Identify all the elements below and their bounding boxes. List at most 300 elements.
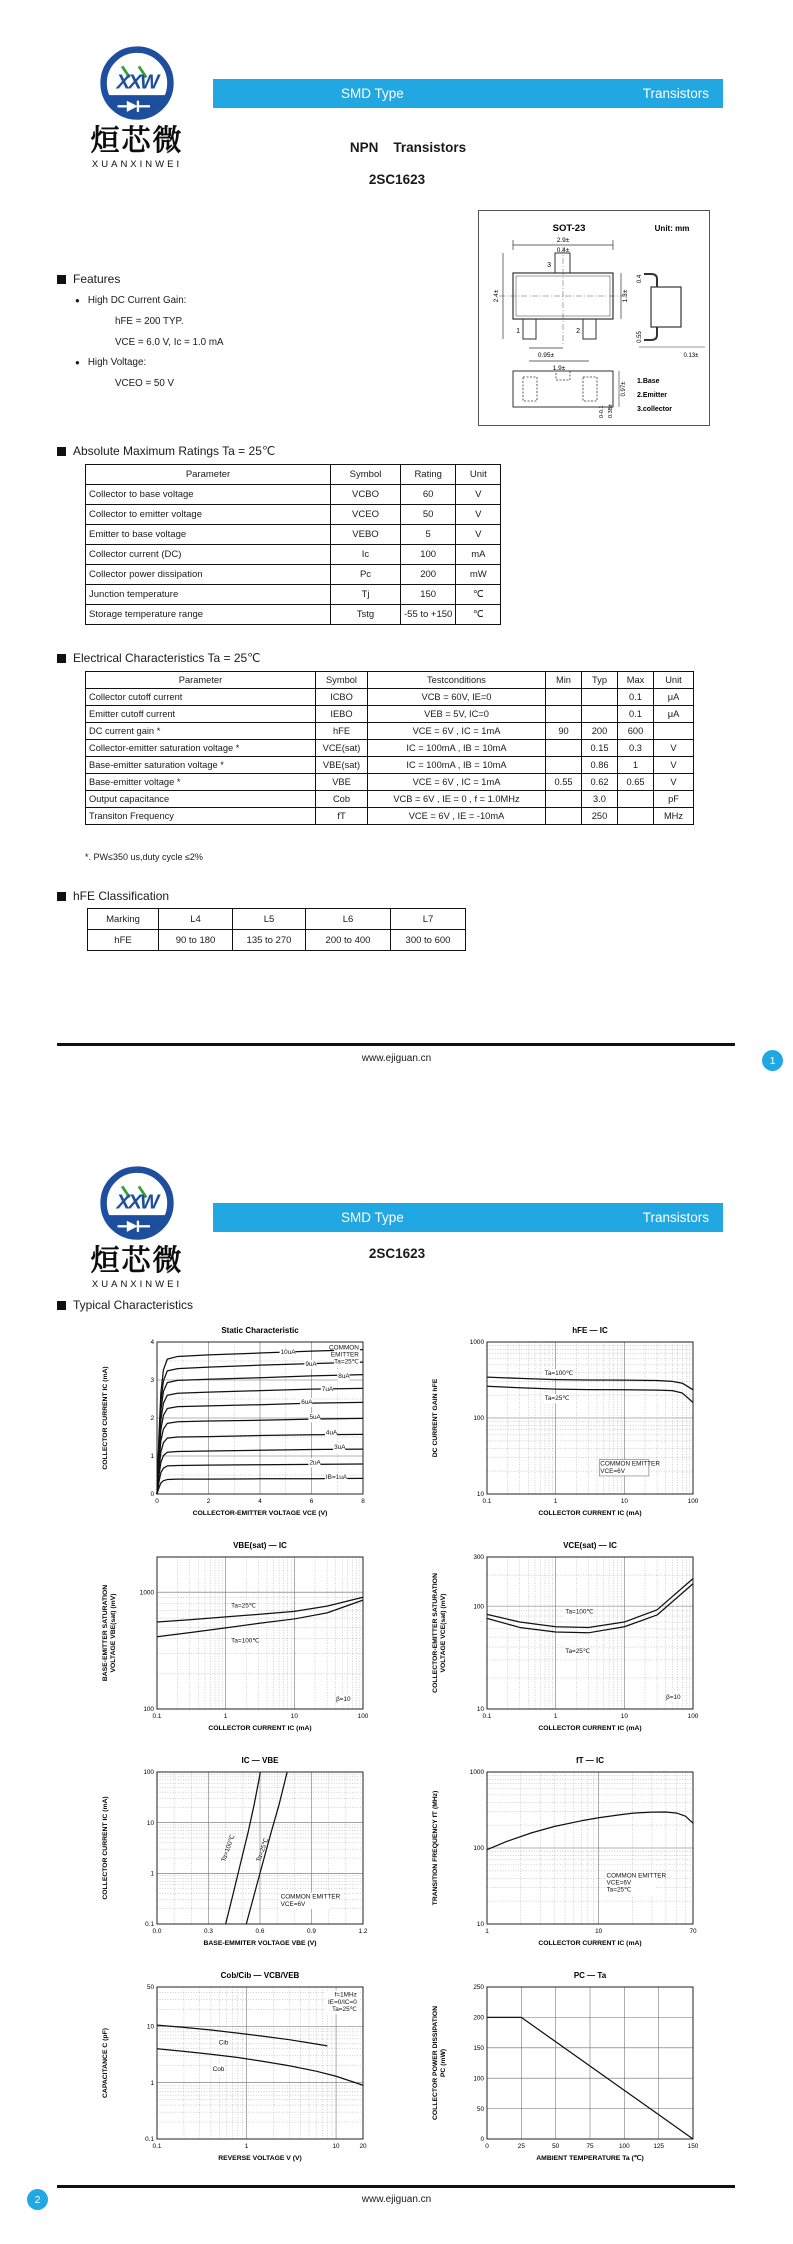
- svg-text:TRANSITION FREQUENCY fT (M: TRANSITION FREQUENCY fT (MHz): [432, 1790, 439, 1906]
- table-cell: VCE = 6V , IC = 1mA: [368, 723, 546, 740]
- table-cell: Transiton Frequency: [86, 808, 316, 825]
- table-cell: Min: [546, 672, 582, 689]
- package-drawing: [478, 210, 710, 431]
- svg-text:VCE(sat) — IC: VCE(sat) — IC: [563, 1541, 617, 1550]
- svg-text:0: 0: [480, 2136, 484, 2144]
- svg-text:Static Characteristic: Static Characteristic: [221, 1326, 299, 1335]
- svg-text:CAPACITANCE C (pF): CAPACITANCE C (pF): [102, 2028, 109, 2098]
- table-cell: 50: [401, 505, 456, 525]
- table-cell: 200: [401, 565, 456, 585]
- table-cell: VEB = 5V, IC=0: [368, 706, 546, 723]
- svg-text:0.55: 0.55: [637, 331, 643, 343]
- svg-text:1: 1: [223, 1713, 228, 1720]
- chart-ft-vs-ic: [425, 1750, 755, 1965]
- pin-legend-base: 1.Base: [637, 378, 660, 385]
- svg-text:1: 1: [553, 1498, 558, 1505]
- table-cell: Testconditions: [368, 672, 546, 689]
- table-cell: 0.1: [618, 706, 654, 723]
- svg-text:fT — IC: fT — IC: [576, 1756, 604, 1765]
- table-cell: Parameter: [86, 672, 316, 689]
- svg-text:10: 10: [595, 1928, 603, 1935]
- svg-text:125: 125: [653, 2143, 665, 2150]
- elec-footnote: *. PW≤350 us,duty cycle ≤2%: [85, 852, 203, 862]
- table-cell: 300 to 600: [391, 930, 466, 951]
- svg-text:BASE-EMMITER VOLTAGE VBE (: BASE-EMMITER VOLTAGE VBE (V): [203, 1940, 317, 1947]
- table-cell: L6: [306, 909, 391, 930]
- table-cell: Rating: [401, 465, 456, 485]
- svg-text:6: 6: [309, 1498, 314, 1505]
- svg-text:0.1: 0.1: [152, 2143, 162, 2150]
- typical-characteristics-label: Typical Characteristics: [73, 1298, 194, 1312]
- package-name: SOT-23: [552, 223, 586, 234]
- abs_table: [85, 464, 501, 625]
- svg-text:COLLECTOR CURRENT IC (mA): COLLECTOR CURRENT IC (mA): [538, 1510, 642, 1517]
- svg-text:COLLECTOR CURRENT IC (mA): COLLECTOR CURRENT IC (mA): [208, 1725, 312, 1732]
- table-cell: Output capacitance: [86, 791, 316, 808]
- feature-detail: VCE = 6.0 V, Ic = 1.0 mA: [115, 337, 224, 348]
- page-number-badge: 2: [27, 2189, 48, 2210]
- svg-text:10uA: 10uA: [280, 1348, 296, 1356]
- svg-text:0.0: 0.0: [152, 1928, 162, 1935]
- svg-text:IC — VBE: IC — VBE: [241, 1756, 279, 1765]
- table-cell: 200: [582, 723, 618, 740]
- header-bar-right: Transistors: [642, 86, 709, 101]
- chart-static-characteristic: [95, 1320, 425, 1535]
- svg-text:10: 10: [476, 1921, 484, 1929]
- table-cell: 90 to 180: [159, 930, 233, 951]
- svg-text:IB=1uA: IB=1uA: [325, 1473, 348, 1481]
- elec_table: [85, 671, 694, 825]
- svg-text:1: 1: [485, 1928, 489, 1935]
- table-cell: -55 to +150: [401, 605, 456, 625]
- table-cell: V: [654, 774, 694, 791]
- svg-text:100: 100: [473, 1845, 484, 1853]
- svg-text:REVERSE VOLTAGE V (V): REVERSE VOLTAGE V (V): [218, 2155, 302, 2162]
- svg-text:50: 50: [552, 2143, 560, 2150]
- svg-text:Ta=25℃: Ta=25℃: [255, 1837, 271, 1863]
- table-cell: VBE(sat): [316, 757, 368, 774]
- chart-vce-sat-vs-ic: [425, 1535, 755, 1750]
- svg-text:1.3±: 1.3±: [622, 289, 629, 303]
- svg-text:VBE(sat) — IC: VBE(sat) — IC: [233, 1541, 287, 1550]
- table-cell: VCEO: [331, 505, 401, 525]
- svg-text:Ta=100℃: Ta=100℃: [544, 1370, 574, 1378]
- svg-text:100: 100: [473, 1415, 484, 1423]
- svg-text:0.3: 0.3: [204, 1928, 213, 1935]
- svg-text:PC — Ta: PC — Ta: [573, 1971, 607, 1980]
- table-cell: VBE: [316, 774, 368, 791]
- svg-text:4: 4: [150, 1339, 154, 1347]
- footer-url: www.ejiguan.cn: [361, 1053, 432, 1064]
- table-cell: IEBO: [316, 706, 368, 723]
- feature-label: ● High DC Current Gain:: [87, 295, 187, 306]
- feature-item: [75, 357, 417, 368]
- svg-text:100: 100: [473, 2075, 484, 2083]
- table-cell: [546, 740, 582, 757]
- svg-text:10: 10: [620, 1713, 628, 1720]
- svg-text:COLLECTOR-EMITTER SATURATION: COLLECTOR-EMITTER SATURATION: [432, 1573, 439, 1693]
- svg-text:20: 20: [359, 2143, 367, 2150]
- chart-cob-cib-vs-voltage: [95, 1965, 425, 2180]
- package-drawing-svg: [478, 210, 710, 426]
- svg-text:COLLECTOR CURRENT IC (mA): COLLECTOR CURRENT IC (mA): [102, 1366, 109, 1470]
- svg-text:COMMON EMITTERVCE=6VTa=25℃: COMMON EMITTER VCE=6V Ta=25℃: [606, 1872, 667, 1894]
- svg-text:COMMON EMITTERVCE=6V: COMMON EMITTER VCE=6V: [600, 1460, 660, 1475]
- svg-text:0.95±: 0.95±: [537, 352, 555, 359]
- svg-text:3: 3: [547, 262, 551, 269]
- svg-text:10: 10: [146, 2023, 154, 2031]
- table-cell: V: [456, 525, 501, 545]
- package-unit: Unit: mm: [654, 224, 690, 233]
- svg-text:Cob: Cob: [212, 2066, 225, 2074]
- svg-text:0: 0: [485, 2143, 489, 2150]
- table-cell: VCB = 60V, IE=0: [368, 689, 546, 706]
- table-cell: 150: [401, 585, 456, 605]
- table-cell: Emitter to base voltage: [86, 525, 331, 545]
- table-cell: [582, 706, 618, 723]
- features-heading-label: Features: [73, 272, 121, 286]
- table-cell: 0.55: [546, 774, 582, 791]
- svg-text:Ta=25℃: Ta=25℃: [544, 1395, 570, 1403]
- svg-text:250: 250: [473, 1984, 484, 1992]
- pin-legend-collector: 3.collector: [637, 406, 673, 413]
- svg-text:9uA: 9uA: [305, 1361, 317, 1368]
- table-cell: 90: [546, 723, 582, 740]
- table-cell: [546, 791, 582, 808]
- brand-name-cn: 烜芯微: [90, 125, 184, 157]
- table-cell: VEBO: [331, 525, 401, 545]
- table-cell: IC = 100mA , IB = 10mA: [368, 740, 546, 757]
- svg-text:10: 10: [332, 2143, 340, 2150]
- table-cell: Symbol: [316, 672, 368, 689]
- svg-text:f=1MHzIE=0/IC=0Ta=25℃: f=1MHz IE=0/IC=0 Ta=25℃: [328, 1991, 357, 2013]
- table-cell: hFE: [316, 723, 368, 740]
- part-number: 2SC1623: [368, 172, 426, 187]
- table-cell: [546, 689, 582, 706]
- table-cell: 0.1: [618, 689, 654, 706]
- svg-text:8uA: 8uA: [338, 1373, 350, 1381]
- svg-text:1.2: 1.2: [358, 1928, 368, 1935]
- table-cell: Cob: [316, 791, 368, 808]
- table-cell: Ic: [331, 545, 401, 565]
- svg-text:0.4±: 0.4±: [556, 247, 570, 254]
- table-cell: mA: [456, 545, 501, 565]
- table-cell: VCBO: [331, 485, 401, 505]
- svg-text:1000: 1000: [139, 1589, 154, 1597]
- svg-text:0.1: 0.1: [152, 1713, 162, 1720]
- svg-text:PC (mW): PC (mW): [440, 2048, 447, 2078]
- part-number: 2SC1623: [368, 1246, 426, 1261]
- svg-text:1: 1: [516, 328, 520, 335]
- table-cell: DC current gain *: [86, 723, 316, 740]
- brand-logo-icon: [98, 42, 176, 126]
- svg-text:2.4±: 2.4±: [493, 289, 500, 303]
- table-cell: Emitter cutoff current: [86, 706, 316, 723]
- page-title: NPN Transistors: [349, 140, 467, 155]
- svg-text:0.38±: 0.38±: [608, 404, 614, 418]
- svg-text:300: 300: [473, 1554, 484, 1562]
- svg-text:100: 100: [143, 1769, 154, 1777]
- feature-detail: hFE = 200 TYP.: [115, 316, 184, 327]
- svg-text:0.4: 0.4: [637, 274, 643, 284]
- table-cell: [582, 689, 618, 706]
- table-cell: 3.0: [582, 791, 618, 808]
- table-cell: VCB = 6V , IE = 0 , f = 1.0MHz: [368, 791, 546, 808]
- brand-logo: [75, 42, 199, 170]
- footer-rule: [57, 2185, 735, 2188]
- table-cell: VCE = 6V , IE = -10mA: [368, 808, 546, 825]
- brand-name-en: XUANXINWEI: [91, 158, 183, 170]
- table-cell: Base-emitter voltage *: [86, 774, 316, 791]
- table-cell: Collector current (DC): [86, 545, 331, 565]
- svg-text:1000: 1000: [469, 1339, 484, 1347]
- chart-pc-vs-ta: [425, 1965, 755, 2180]
- logo-monogram: XXW: [116, 71, 158, 94]
- svg-text:Cob/Cib — VCB/VEB: Cob/Cib — VCB/VEB: [220, 1971, 300, 1980]
- feature-item: [75, 295, 417, 306]
- svg-text:Ta=100℃: Ta=100℃: [565, 1608, 594, 1616]
- table-cell: 0.86: [582, 757, 618, 774]
- header-bar: [213, 1203, 723, 1232]
- table-cell: VCE = 6V , IC = 1mA: [368, 774, 546, 791]
- svg-text:100: 100: [357, 1713, 369, 1720]
- table-cell: mW: [456, 565, 501, 585]
- table-cell: [546, 757, 582, 774]
- table-cell: Collector power dissipation: [86, 565, 331, 585]
- typical-characteristics-heading: [57, 1298, 193, 1312]
- hfe-table: [87, 908, 466, 951]
- brand-logo-icon: [98, 1162, 176, 1246]
- svg-text:75: 75: [586, 2143, 594, 2150]
- header-bar-left: SMD Type: [341, 1210, 404, 1225]
- svg-text:70: 70: [689, 1928, 697, 1935]
- svg-text:6uA: 6uA: [301, 1399, 313, 1406]
- svg-text:COLLECTOR CURRENT IC (mA): COLLECTOR CURRENT IC (mA): [538, 1940, 642, 1947]
- svg-text:1: 1: [150, 1453, 154, 1461]
- table-cell: μA: [654, 689, 694, 706]
- svg-text:200: 200: [473, 2014, 484, 2022]
- svg-text:150: 150: [687, 2143, 699, 2150]
- table-cell: Collector to emitter voltage: [86, 505, 331, 525]
- svg-text:3: 3: [150, 1377, 154, 1385]
- svg-text:10: 10: [476, 1491, 484, 1499]
- table-cell: Unit: [654, 672, 694, 689]
- svg-text:0.13±: 0.13±: [683, 353, 699, 359]
- elec-table: [85, 671, 694, 825]
- table-cell: 0.15: [582, 740, 618, 757]
- table-cell: Collector-emitter saturation voltage *: [86, 740, 316, 757]
- table-cell: [546, 808, 582, 825]
- table-cell: Parameter: [86, 465, 331, 485]
- svg-text:0: 0: [150, 1491, 154, 1499]
- svg-text:hFE — IC: hFE — IC: [572, 1326, 608, 1335]
- chart-hfe-vs-ic: [425, 1320, 755, 1535]
- table-cell: 1: [618, 757, 654, 774]
- table-cell: 5: [401, 525, 456, 545]
- svg-text:50: 50: [146, 1984, 154, 1992]
- brand-logo: [75, 1162, 199, 1290]
- svg-text:2: 2: [150, 1415, 154, 1423]
- svg-text:7uA: 7uA: [321, 1386, 334, 1394]
- table-cell: pF: [654, 791, 694, 808]
- table-cell: ℃: [456, 605, 501, 625]
- svg-text:0.9: 0.9: [307, 1928, 316, 1935]
- svg-text:100: 100: [687, 1498, 699, 1505]
- svg-text:100: 100: [618, 2143, 630, 2150]
- svg-text:100: 100: [143, 1706, 154, 1714]
- brand-name-cn: 烜芯微: [90, 1245, 184, 1277]
- svg-text:10: 10: [620, 1498, 628, 1505]
- svg-text:1: 1: [244, 2143, 249, 2150]
- table-cell: L7: [391, 909, 466, 930]
- svg-text:DC CURRENT GAIN hFE: DC CURRENT GAIN hFE: [432, 1378, 439, 1458]
- svg-text:0.6: 0.6: [255, 1928, 265, 1935]
- svg-text:COLLECTOR CURRENT IC (mA): COLLECTOR CURRENT IC (mA): [102, 1796, 109, 1900]
- svg-text:1: 1: [150, 1870, 154, 1878]
- elec-heading-label: Electrical Characteristics Ta = 25℃: [73, 651, 261, 665]
- svg-text:100: 100: [687, 1713, 699, 1720]
- table-cell: L5: [233, 909, 306, 930]
- table-cell: 60: [401, 485, 456, 505]
- table-cell: Unit: [456, 465, 501, 485]
- svg-text:1.9±: 1.9±: [552, 365, 566, 372]
- svg-text:4: 4: [258, 1498, 262, 1505]
- elec-heading: [57, 651, 261, 665]
- svg-text:Ta=25℃: Ta=25℃: [565, 1648, 591, 1656]
- logo-monogram: XXW: [116, 1191, 158, 1214]
- svg-text:BASE-EMITTER SATURATION: BASE-EMITTER SATURATION: [102, 1584, 109, 1682]
- table-cell: ICBO: [316, 689, 368, 706]
- brand-name-en: XUANXINWEI: [91, 1278, 183, 1290]
- table-cell: 0.3: [618, 740, 654, 757]
- hfe-heading: [57, 889, 169, 903]
- footer-rule: [57, 1043, 735, 1046]
- svg-text:2.9±: 2.9±: [556, 237, 570, 244]
- table-cell: hFE: [88, 930, 159, 951]
- table-cell: 250: [582, 808, 618, 825]
- svg-text:Ta=100℃: Ta=100℃: [220, 1833, 237, 1863]
- header-bar-right: Transistors: [642, 1210, 709, 1225]
- svg-text:10: 10: [146, 1819, 154, 1827]
- svg-text:10: 10: [476, 1706, 484, 1714]
- svg-text:Ta=25℃: Ta=25℃: [231, 1602, 256, 1610]
- table-cell: 135 to 270: [233, 930, 306, 951]
- table-cell: 100: [401, 545, 456, 565]
- chart-vbe-sat-vs-ic: [95, 1535, 425, 1750]
- svg-text:2uA: 2uA: [309, 1459, 321, 1467]
- header-bar: [213, 79, 723, 108]
- table-cell: Junction temperature: [86, 585, 331, 605]
- table-cell: 0.65: [618, 774, 654, 791]
- table-cell: Max: [618, 672, 654, 689]
- table-cell: Base-emitter saturation voltage *: [86, 757, 316, 774]
- table-cell: VCE(sat): [316, 740, 368, 757]
- table-cell: IC = 100mA , IB = 10mA: [368, 757, 546, 774]
- svg-text:β=10: β=10: [336, 1696, 351, 1704]
- svg-text:COMMONEMITTERTa=25℃: COMMON EMITTER Ta=25℃: [329, 1344, 359, 1366]
- svg-text:100: 100: [473, 1603, 484, 1611]
- svg-text:1: 1: [553, 1713, 558, 1720]
- svg-text:Ta=100℃: Ta=100℃: [231, 1637, 260, 1645]
- svg-text:VOLTAGE VBE(sat) (mV): VOLTAGE VBE(sat) (mV): [110, 1593, 117, 1673]
- table-cell: 0.62: [582, 774, 618, 791]
- hfe_table: [87, 908, 466, 951]
- table-cell: Typ: [582, 672, 618, 689]
- table-cell: Symbol: [331, 465, 401, 485]
- abs-max-table: [85, 464, 501, 625]
- svg-text:8: 8: [361, 1498, 365, 1505]
- svg-text:COLLECTOR CURRENT IC (mA): COLLECTOR CURRENT IC (mA): [538, 1725, 642, 1732]
- table-cell: [546, 706, 582, 723]
- table-cell: V: [654, 740, 694, 757]
- svg-text:0.1: 0.1: [145, 2136, 154, 2144]
- hfe-heading-label: hFE Classification: [73, 889, 170, 903]
- table-cell: Storage temperature range: [86, 605, 331, 625]
- svg-text:0.1: 0.1: [482, 1713, 492, 1720]
- svg-text:25: 25: [517, 2143, 525, 2150]
- svg-text:COLLECTOR POWER DISSIPATION: COLLECTOR POWER DISSIPATION: [432, 2005, 439, 2121]
- svg-text:5uA: 5uA: [309, 1414, 321, 1422]
- table-cell: Marking: [88, 909, 159, 930]
- svg-text:0.97±: 0.97±: [621, 381, 627, 397]
- svg-text:COMMON EMITTERVCE=6V: COMMON EMITTER VCE=6V: [280, 1893, 341, 1908]
- table-cell: Collector to base voltage: [86, 485, 331, 505]
- table-cell: Tj: [331, 585, 401, 605]
- features-heading: [57, 272, 417, 286]
- svg-text:4uA: 4uA: [325, 1429, 338, 1437]
- table-cell: Tstg: [331, 605, 401, 625]
- svg-text:0.1: 0.1: [145, 1921, 154, 1929]
- svg-text:0-0.1: 0-0.1: [599, 405, 605, 418]
- abs-max-heading: [57, 444, 275, 458]
- table-cell: μA: [654, 706, 694, 723]
- svg-text:2: 2: [576, 328, 580, 335]
- table-cell: Collector cutoff current: [86, 689, 316, 706]
- abs-max-heading-label: Absolute Maximum Ratings Ta = 25℃: [73, 444, 276, 458]
- table-cell: V: [456, 485, 501, 505]
- page-number-badge: 1: [762, 1050, 783, 1071]
- table-cell: [654, 723, 694, 740]
- table-cell: 600: [618, 723, 654, 740]
- svg-text:AMBIENT TEMPERATURE Ta (℃): AMBIENT TEMPERATURE Ta (℃): [536, 2155, 644, 2162]
- table-cell: Pc: [331, 565, 401, 585]
- svg-text:50: 50: [476, 2105, 484, 2113]
- svg-text:10: 10: [290, 1713, 298, 1720]
- svg-text:3uA: 3uA: [334, 1444, 346, 1452]
- table-cell: [618, 808, 654, 825]
- svg-text:1: 1: [150, 2079, 154, 2087]
- svg-text:0.1: 0.1: [482, 1498, 492, 1505]
- table-cell: ℃: [456, 585, 501, 605]
- table-cell: MHz: [654, 808, 694, 825]
- table-cell: V: [456, 505, 501, 525]
- table-cell: L4: [159, 909, 233, 930]
- svg-text:Cib: Cib: [218, 2039, 229, 2047]
- header-bar-left: SMD Type: [341, 86, 404, 101]
- svg-text:COLLECTOR-EMITTER VOLTAGE VC: COLLECTOR-EMITTER VOLTAGE VCE (V): [192, 1510, 328, 1517]
- feature-detail: VCEO = 50 V: [115, 378, 175, 389]
- table-cell: fT: [316, 808, 368, 825]
- features-section: [57, 272, 417, 389]
- svg-text:0: 0: [155, 1498, 159, 1505]
- svg-text:1000: 1000: [469, 1769, 484, 1777]
- table-cell: [618, 791, 654, 808]
- feature-label: ● High Voltage:: [87, 357, 147, 368]
- pin-legend-emitter: 2.Emitter: [637, 392, 667, 399]
- table-cell: V: [654, 757, 694, 774]
- footer-url: www.ejiguan.cn: [361, 2194, 432, 2205]
- table-cell: 200 to 400: [306, 930, 391, 951]
